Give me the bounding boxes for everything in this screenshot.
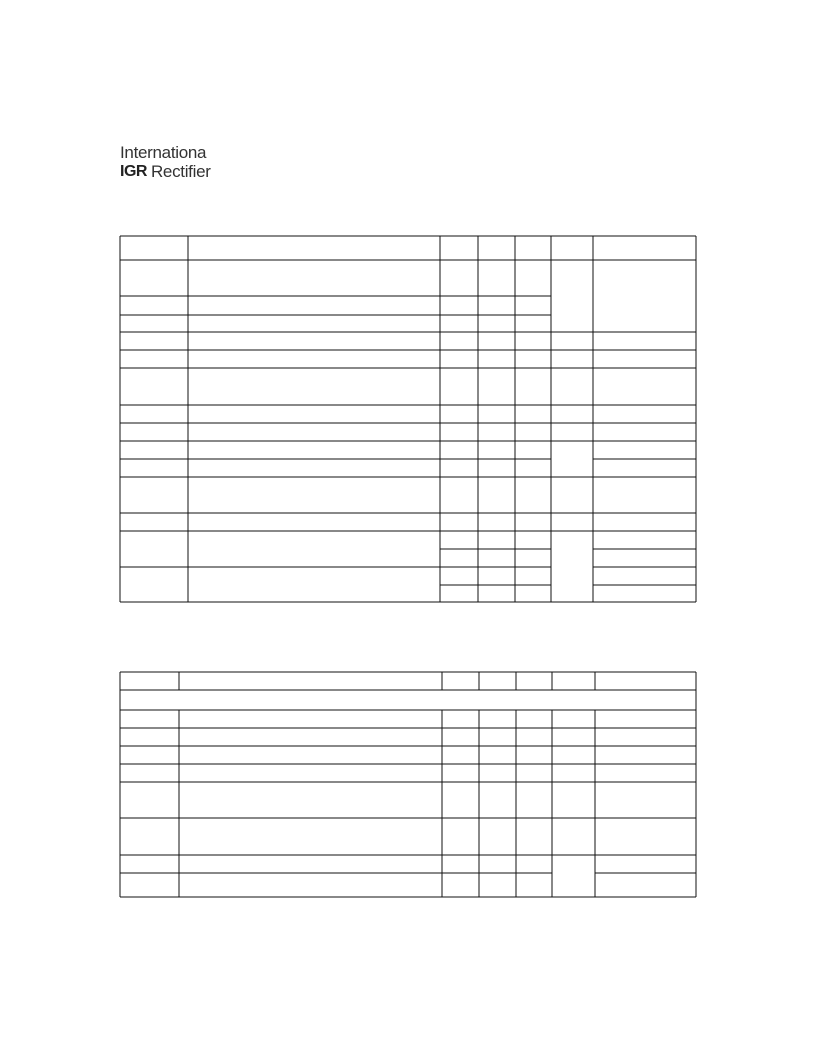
logo-text-rectifier: Rectifier [150,162,211,181]
spec-table-1 [120,236,696,602]
logo-text-international: Internationa [120,143,207,162]
logo-mark-icon: IGR [120,162,147,180]
spec-table-2 [120,672,696,897]
